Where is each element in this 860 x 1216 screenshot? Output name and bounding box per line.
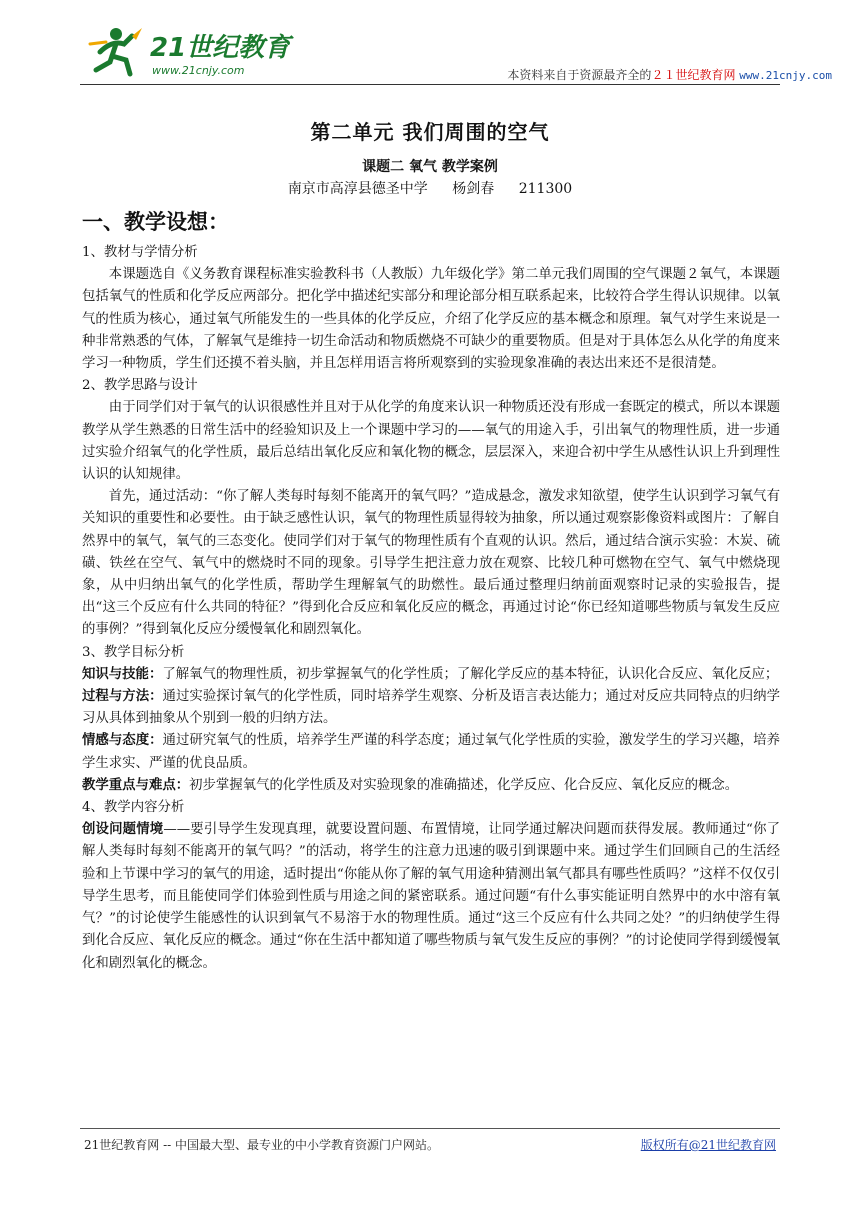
author-school: 南京市高淳县德圣中学 bbox=[287, 181, 428, 197]
footer-text: 21世纪教育网 -- 中国最大型、最专业的中小学教育资源门户网站。 bbox=[84, 1138, 440, 1152]
paragraph-process: 首先，通过活动：“你了解人类每时每刻不能离开的氧气吗？”造成悬念，激发求知欲望，使学生认识到学习氧气有关知识的重要性和必要性。由于缺乏感性认识，氧气的物理性质显得较为抽象，所以通过观察影像资料或图片：了解自然界中的氧气，氧气的三态变化。使同学们对于氧气的物理性质有个直观的认识。然后，通过结合演示实验：木炭、硫磺、铁丝在空气、氧气中的燃烧时不同的现象。引导学生把注意力放在观察、比较几种可燃物在空气、氧气中燃烧现象，从中归纳出氧气的化学性质，帮助学生理解氧气的助燃性。最后通过整理归纳前面观察时记录的实验报告，提出“这三个反应有什么共同的特征？”得到化合反应和氧化反应的概念，再通过讨论“你已经知道哪些物质与氧发生反应的事例？”得到氧化反应分缓慢氧化和剧烈氧化。 bbox=[82, 489, 780, 638]
goal-keypoints-label: 教学重点与难点： bbox=[82, 777, 190, 793]
goal-attitude-label: 情感与态度： bbox=[82, 733, 163, 749]
goal-attitude bbox=[82, 730, 780, 774]
footer-copyright-link[interactable]: 版权所有@21世纪教育网 bbox=[640, 1138, 776, 1152]
author-zip: 211300 bbox=[518, 181, 573, 197]
subheading-design: 2、教学思路与设计 bbox=[82, 378, 198, 394]
logo-text: 21世纪教育 bbox=[150, 33, 291, 63]
author-name: 杨剑春 bbox=[452, 181, 495, 197]
page-title: 第二单元 我们周围的空气 bbox=[310, 120, 550, 144]
header-note-prefix: 本资料来自于资源最齐全的 bbox=[507, 68, 652, 82]
goal-attitude-text: 通过研究氧气的性质，培养学生严谨的科学态度；通过氧气化学性质的实验，激发学生的学习兴趣，培养学生求实、严谨的优良品质。 bbox=[82, 733, 781, 771]
logo-url: www.21cnjy.com bbox=[152, 64, 245, 77]
goal-knowledge bbox=[82, 664, 780, 686]
author-line bbox=[0, 178, 860, 198]
content-text: ——要引导学生发现真理，就要设置问题、布置情境，让同学通过解决问题而获得发展。教师通过“你了解人类每时每刻不能离开的氧气吗？”的活动，将学生的注意力迅速的吸引到课题中来。通过学生们回顾自己的生活经验和上节课中学习的氧气的用途，适时提出“你能从你了解的氧气用途种猜测出氧气都具有哪些性质吗？”这样不仅仅引导学生思考，而且能使同学们体验到性质与用途之间的紧密联系。通过问题“有什么事实能证明自然界中的水中溶有氧气？”的讨论使学生能感性的认识到氧气不易溶于水的物理性质。通过“这三个反应有什么共同之处？”的归纳使学生得到化合反应、氧化反应的概念。通过“你在生活中都知道了哪些物质与氧气发生反应的事例？”的讨论使同学得到缓慢氧化和剧烈氧化的概念。 bbox=[82, 822, 781, 971]
subheading-goals: 3、教学目标分析 bbox=[82, 644, 185, 660]
content-label: 创设问题情境 bbox=[82, 822, 164, 838]
header-note-site: ２１世纪教育网 bbox=[651, 68, 736, 82]
goal-process-text: 通过实验探讨氧气的化学性质，同时培养学生观察、分析及语言表达能力；通过对反应共同特点的归纳学习从具体到抽象从个别到一般的归纳方法。 bbox=[82, 689, 781, 727]
goal-keypoints bbox=[82, 775, 780, 797]
goal-process-label: 过程与方法： bbox=[82, 689, 163, 705]
header-note-url[interactable]: www.21cnjy.com bbox=[739, 69, 832, 82]
paragraph-design: 由于同学们对于氧气的认识很感性并且对于从化学的角度来认识一种物质还没有形成一套既定的模式，所以本课题教学从学生熟悉的日常生活中的经验知识及上一个课题中学习的——氧气的用途入手，引出氧气的物理性质，进一步通过实验介绍氧气的化学性质，最后总结出氧化反应和氧化物的概念，层层深入，来迎合初中学生从感性认识上升到理性认识的认知规律。 bbox=[82, 400, 780, 483]
subheading-content: 4、教学内容分析 bbox=[82, 800, 185, 816]
section-heading: 一、教学设想： bbox=[82, 210, 229, 234]
site-logo[interactable] bbox=[86, 22, 306, 80]
footer-divider bbox=[80, 1128, 780, 1129]
paragraph-analysis: 本课题选自《义务教育课程标准实验教科书（人教版）九年级化学》第二单元我们周围的空气课题２氧气，本课题包括氧气的性质和化学反应两部分。把化学中描述纪实部分和理论部分相互联系起来，比较符合学生得认识规律。以氧气的性质为核心，通过氧气所能发生的一些具体的化学反应，介绍了化学反应的基本概念和原理。氧气对学生来说是一种非常熟悉的气体，了解氧气是维持一切生命活动和物质燃烧不可缺少的重要物质。但是对于具体怎么从化学的角度来学习一种物质，学生们还摸不着头脑，并且怎样用语言将所观察到的实验现象准确的表达出来还不是很清楚。 bbox=[82, 267, 780, 372]
document-body bbox=[82, 242, 780, 975]
page-subtitle: 课题二 氧气 教学案例 bbox=[362, 159, 498, 175]
paragraph-content bbox=[82, 819, 780, 974]
goal-knowledge-label: 知识与技能： bbox=[82, 666, 163, 682]
goal-process bbox=[82, 686, 780, 730]
header-note bbox=[507, 66, 832, 83]
header-divider bbox=[80, 84, 780, 85]
goal-keypoints-text: 初步掌握氧气的化学性质及对实验现象的准确描述，化学反应、化合反应、氧化反应的概念。 bbox=[189, 777, 739, 793]
goal-knowledge-text: 了解氧气的物理性质，初步掌握氧气的化学性质；了解化学反应的基本特征，认识化合反应、氧化反应； bbox=[162, 666, 779, 682]
subheading-analysis: 1、教材与学情分析 bbox=[82, 245, 198, 260]
